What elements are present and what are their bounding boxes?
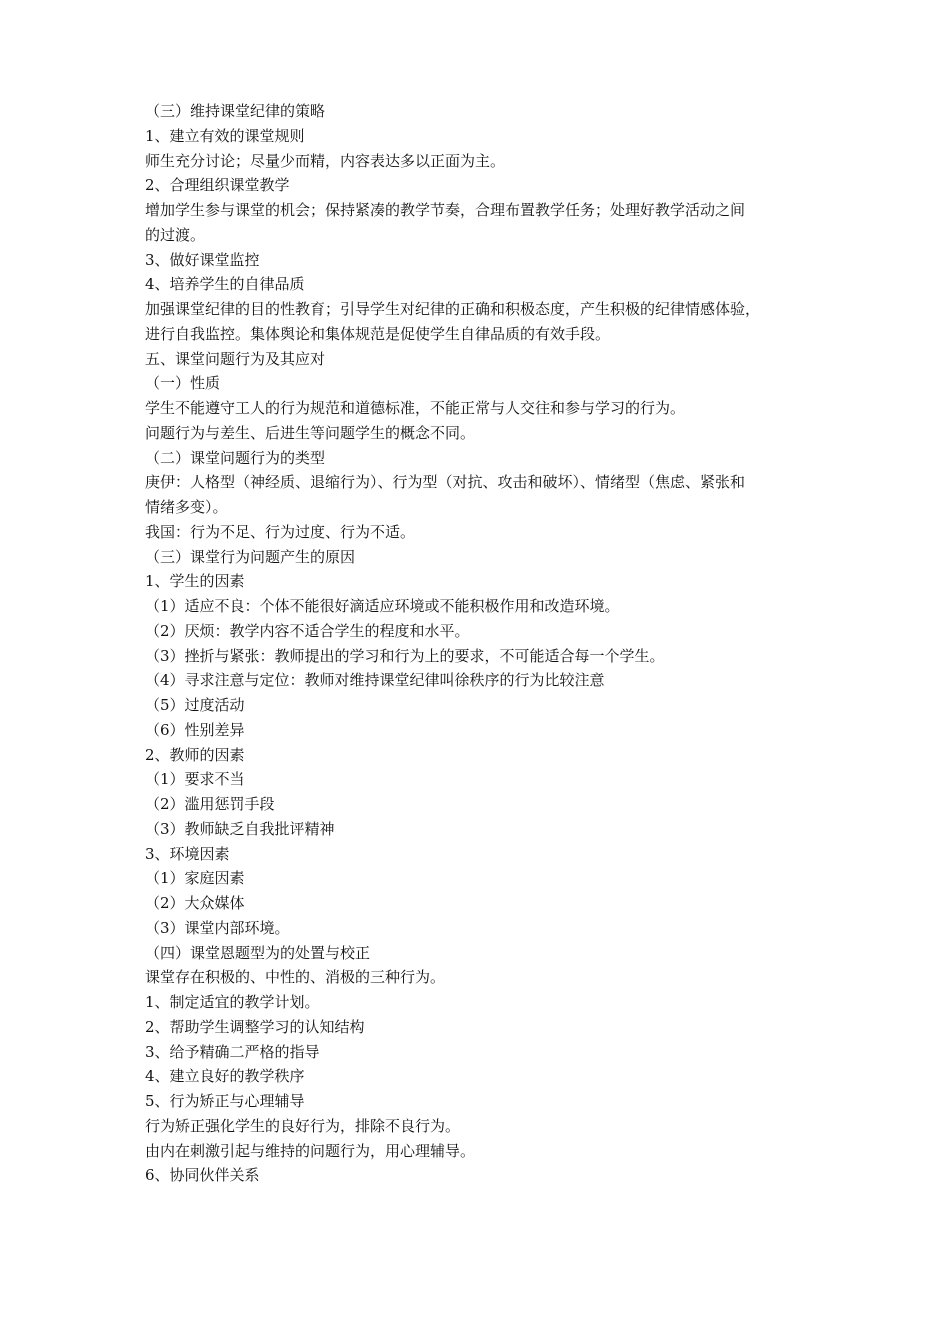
paragraph-types-1: 庚伊：人格型（神经质、退缩行为）、行为型（对抗、攻击和破坏）、情绪型（焦虑、紧张和 [145, 473, 746, 492]
document-page [145, 99, 813, 1188]
list-item: 4、建立良好的教学秩序 [145, 1067, 305, 1086]
paragraph-organize-teaching-1: 增加学生参与课堂的机会；保持紧凑的教学节奏，合理布置教学任务；处理好教学活动之间 [145, 201, 746, 219]
list-item: 1、制定适宜的教学计划。 [145, 993, 320, 1011]
subheading-causes: （三）课堂行为问题产生的原因 [145, 547, 356, 566]
subheading-handling-correction: （四）课堂恩题型为的处置与校正 [145, 943, 371, 962]
list-item: 5、行为矫正与心理辅导 [145, 1092, 305, 1110]
paragraph-three-behaviors: 课堂存在积极的、中性的、消极的三种行为。 [145, 968, 446, 987]
list-item: （3）挫折与紧张：教师提出的学习和行为上的要求，不可能适合每一个学生。 [145, 646, 665, 665]
subheading-behavior-types: （二）课堂问题行为的类型 [145, 448, 326, 467]
heading-problem-behavior: 五、课堂问题行为及其应对 [145, 349, 326, 368]
paragraph-nature-1: 学生不能遵守工人的行为规范和道德标准，不能正常与人交往和参与学习的行为。 [145, 399, 686, 417]
list-item: （2）厌烦：教学内容不适合学生的程度和水平。 [145, 621, 470, 640]
list-item: （1）适应不良：个体不能很好滴适应环境或不能积极作用和改造环境。 [145, 597, 620, 615]
paragraph-self-discipline-2: 进行自我监控。集体舆论和集体规范是促使学生自律品质的有效手段。 [145, 324, 611, 343]
list-item: （3）教师缺乏自我批评精神 [145, 819, 335, 838]
list-item: （5）过度活动 [145, 696, 245, 714]
item-student-factors: 1、学生的因素 [145, 572, 245, 591]
paragraph-rules-detail: 师生充分讨论；尽量少而精，内容表达多以正面为主。 [145, 151, 506, 170]
item-teacher-factors: 2、教师的因素 [145, 745, 245, 764]
list-item: 2、帮助学生调整学习的认知结构 [145, 1017, 365, 1036]
heading-classroom-discipline-strategies: （三）维持课堂纪律的策略 [145, 102, 326, 120]
list-item: （6）性别差异 [145, 720, 245, 739]
list-item: （2）滥用惩罚手段 [145, 795, 275, 813]
list-item: （2）大众媒体 [145, 894, 245, 912]
list-item: 6、协同伙伴关系 [145, 1166, 260, 1185]
item-environment-factors: 3、环境因素 [145, 844, 230, 863]
item-organize-teaching: 2、合理组织课堂教学 [145, 176, 290, 195]
paragraph-psych-counseling: 由内在刺激引起与维持的问题行为，用心理辅导。 [145, 1141, 476, 1160]
item-self-discipline: 4、培养学生的自律品质 [145, 275, 305, 294]
list-item: 3、给予精确二严格的指导 [145, 1042, 320, 1061]
paragraph-types-china: 我国：行为不足、行为过度、行为不适。 [145, 522, 416, 541]
list-item: （1）要求不当 [145, 770, 245, 789]
paragraph-self-discipline-1: 加强课堂纪律的目的性教育；引导学生对纪律的正确和积极态度，产生积极的纪律情感体验， [145, 300, 761, 318]
paragraph-nature-2: 问题行为与差生、后进生等问题学生的概念不同。 [145, 423, 476, 442]
list-item: （4）寻求注意与定位：教师对维持课堂纪律叫徐秩序的行为比较注意 [145, 671, 605, 690]
subheading-nature: （一）性质 [145, 374, 221, 393]
paragraph-types-2: 情绪多变）。 [145, 498, 228, 516]
paragraph-organize-teaching-2: 的过渡。 [145, 225, 206, 244]
list-item: （1）家庭因素 [145, 869, 245, 888]
paragraph-behavior-correction: 行为矫正强化学生的良好行为，排除不良行为。 [145, 1116, 461, 1135]
list-item: （3）课堂内部环境。 [145, 918, 290, 937]
item-establish-rules: 1、建立有效的课堂规则 [145, 126, 305, 145]
item-classroom-monitoring: 3、做好课堂监控 [145, 250, 260, 269]
